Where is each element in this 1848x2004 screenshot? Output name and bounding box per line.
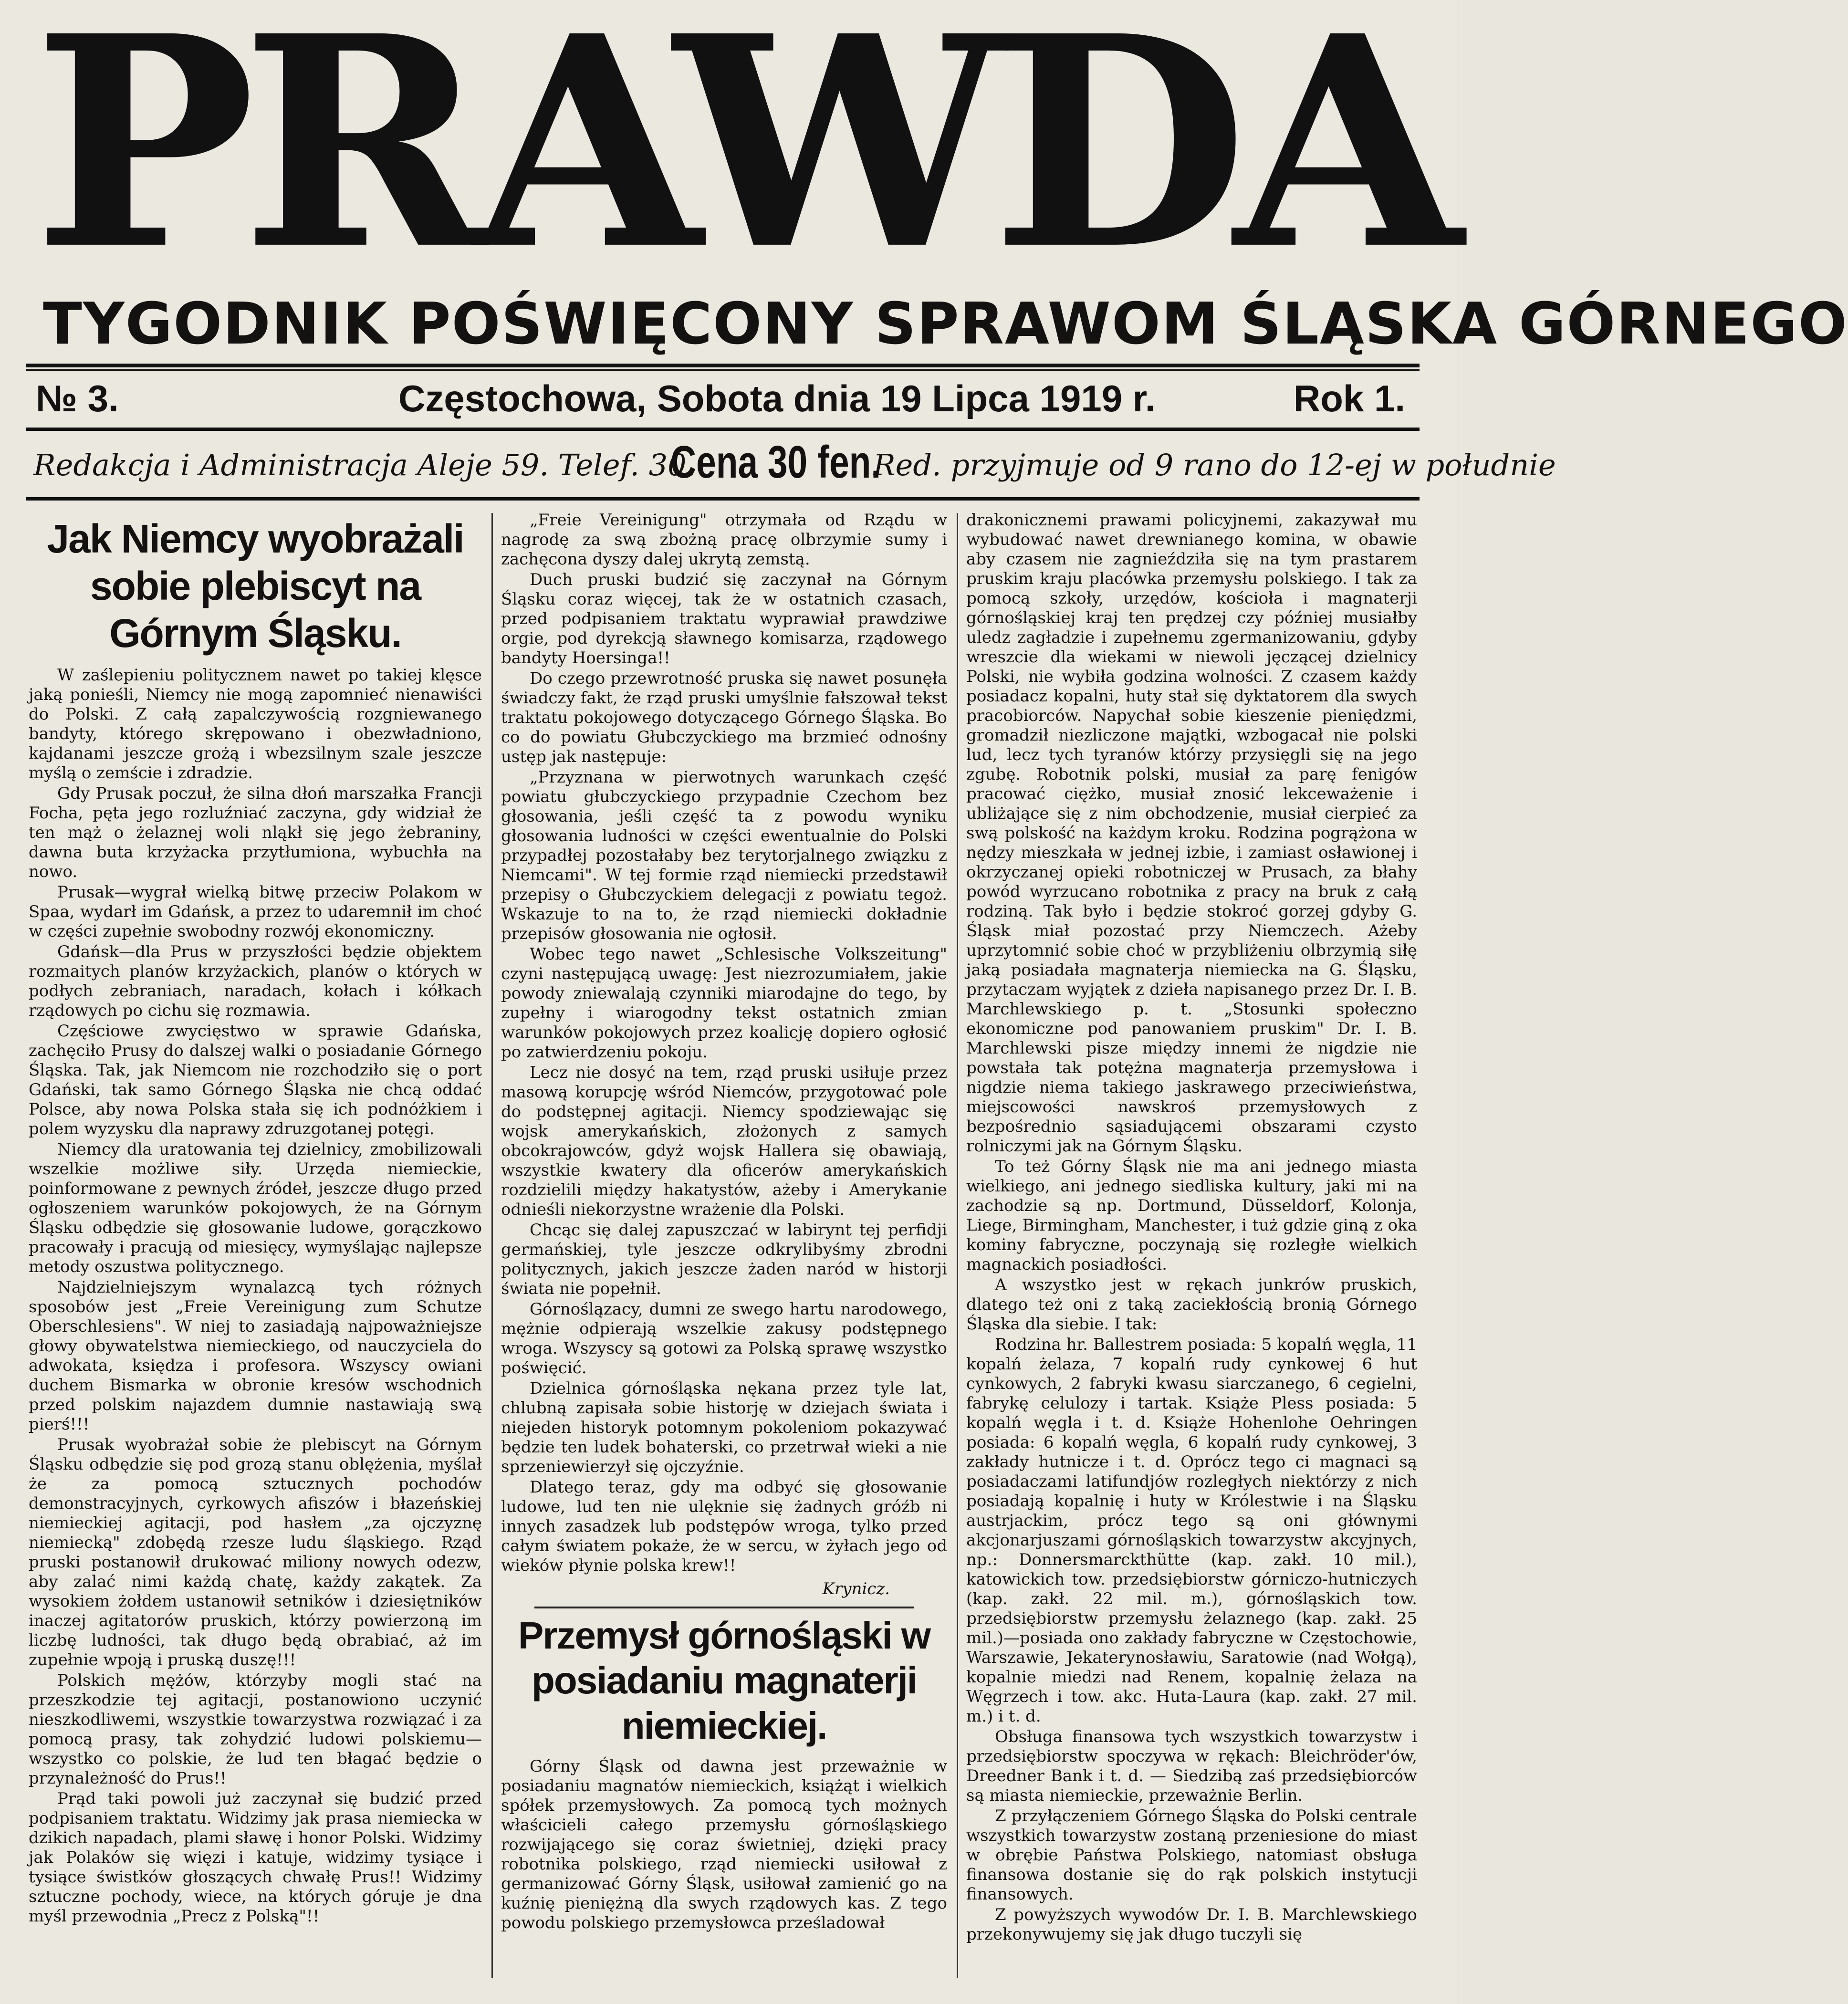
article1-paragraph: Górnoślązacy, dumni ze swego hartu narodowego, mężnie odpierają wszelkie zakusy podstępnego wroga. Wszyscy są gotowi za Polską sprawę wszystko poświęcić. [501, 1300, 947, 1378]
article1-paragraph: Wobec tego nawet „Schlesische Volkszeitung" czyni następującą uwagę: Jest niezrozumiałem, jakie powody zniewalają czynniki miarodajne do tego, by zupełny i wiarogodny tekst ostatnich zmian warunków pokojowych przez koalicję dopiero ogłosić po zatwierdzeniu pokoju. [501, 945, 947, 1062]
article2-paragraph: Górny Śląsk od dawna jest przeważnie w posiadaniu magnatów niemieckich, książąt i wielkich spółek przemysłowych. Za pomocą tych możnych właścicieli całego przemysłu górnośląskiego rozwijającego się coraz świetniej, dzięki pracy robotnika polskiego, rząd niemiecki usiłował z germanizować Górny Śląsk, usiłował zamienić go na kuźnię pieniężną dla swych rządowych kas. Z tego powodu polskiego przemysłowca prześladował [501, 1757, 947, 1933]
article1-paragraph: Niemcy dla uratowania tej dzielnicy, zmobilizowali wszelkie możliwe siły. Urzęda niemieckie, poinformowane z pewnych źródeł, jeszcze długo przed ogłoszeniem warunków pokojowych, że na Górnym Śląsku odbędzie się głosowanie ludowe, gorączkowo pracowały i pracują od miesięcy, wymyślając najlepsze metody oszustwa politycznego. [29, 1140, 482, 1277]
office-hours: Red. przyjmuje od 9 rano do 12-ej w południe [873, 448, 1556, 482]
article1-paragraph: Prusak—wygrał wielką bitwę przeciw Polakom w Spaa, wydarł im Gdańsk, a przez to udaremnił im choć w części zupełnie swobodny rozwój ekonomiczny. [29, 883, 482, 941]
article1-paragraph: Do czego przewrotność pruska się nawet posunęła świadczy fakt, że rząd pruski umyślnie fałszował tekst traktatu pokojowego dotyczącego Górnego Śląska. Bo co do powiatu Głubczyckiego ma brzmieć odnośny ustęp jak następuje: [501, 669, 947, 766]
article2-paragraph: Obsługa finansowa tych wszystkich towarzystw i przedsiębiorstw spoczywa w rękach: Bleichröder'ów, Dreedner Bank i t. d. — Siedzibą zaś przedsiębiorców są miasta niemieckie, przeważnie Berlin. [966, 1727, 1417, 1805]
issue-line [36, 372, 1410, 425]
editorial-address: Redakcja i Administracja Aleje 59. Telef. 30. [33, 448, 696, 482]
issue-price: Cena 30 fen. [670, 437, 881, 488]
column-2 [501, 511, 947, 1980]
editorial-info-line [33, 437, 1556, 494]
issue-number: № 3. [36, 377, 119, 419]
article1-paragraph: Polskich mężów, którzyby mogli stać na przeszkodzie tej agitacji, postanowiono uczynić nieszkodliwemi, wszystkie towarzystwa rozwiązać i za pomocą prasy, tak zohydzić ludowi polskiemu—wszystko co polskie, że lud ten błagać będzie o przynależność do Prus!! [29, 1671, 482, 1788]
bottom-header-rule [26, 497, 1420, 501]
column-3 [966, 511, 1417, 1980]
article1-paragraph: W zaślepieniu politycznem nawet po takiej klęsce jaką ponieśli, Niemcy nie mogą zapomnieć nienawiści do Polski. Z całą zapalczywością rozgniewanego bandyty, którego skrępowano i obezwładniono, kajdanami jeszcze grożą i wbezsilnym szale jeszcze myślą o zemście i zdradzie. [29, 666, 482, 783]
issue-year: Rok 1. [1293, 377, 1405, 419]
article2-paragraph: A wszystko jest w rękach junkrów pruskich, dlatego też oni z taką zaciekłością bronią Górnego Śląska dla siebie. I tak: [966, 1275, 1417, 1334]
column-divider-2 [957, 513, 958, 1978]
column-divider-1 [491, 513, 493, 1978]
article2-paragraph: drakonicznemi prawami policyjnemi, zakazywał mu wybudować nawet drewnianego komina, w obawie aby czasem nie zagnieździła się na tym prastarem pruskim kraju placówka przemysłu polskiego. I tak za pomocą szkoły, urzędów, kościoła i magnaterji górnośląskiej kraj ten prędzej czy później musiałby uledz zagładzie i zupełnemu zgermanizowaniu, gdyby wreszcie dla wiekami w niewoli jęczącej dzielnicy Polski, nie wybiła godzina wolności. Z czasem każdy posiadacz kopalni, huty stał się dyktatorem dla swych pracobiorców. Napychał sobie kieszenie pieniędzmi, gromadził niezliczone majątki, wzbogacał nie polski lud, lecz tych tyranów którzy przysięgli się na jego zgubę. Robotnik polski, musiał za parę fenigów pracować ciężko, musiał znosić lekceważenie i ubliżające się z nim obchodzenie, musiał cierpieć za swą polskość na każdym kroku. Rodzina pogrążona w nędzy mieszkała w jednej izbie, i zamiast osławionej i okrzyczanej opieki robotniczej w Prusach, za błahy powód wyrzucano robotnika z pracy na bruk z całą rodziną. Tak było i będzie stokroć gorzej gdyby G. Śląsk miał pozostać przy Niemczech. Ażeby uprzytomnić sobie choć w przybliżeniu olbrzymią siłę jaką posiadała magnaterja niemiecka na G. Śląsku, przytaczam wyjątek z dzieła napisanego przez Dr. I. B. Marchlewskiego p. t. „Stosunki społeczno ekonomiczne pod panowaniem pruskim" Dr. I. B. Marchlewski pisze między innemi że nigdzie nie powstała tak potężna magnaterja przemysłowa i nigdzie niema takiego jaskrawego przeciwieństwa, miejscowości nawskroś przemysłowych z bezpośrednio sąsiadującemi obszarami czysto rolniczymi jak na Górnym Śląsku. [966, 511, 1417, 1156]
article1-paragraph: Gdańsk—dla Prus w przyszłości będzie objektem rozmaitych planów krzyżackich, planów o których w podłych zebraniach, naradach, kołach i kółkach rządowych po cichu się rozmawia. [29, 942, 482, 1021]
article1-paragraph: Duch pruski budzić się zaczynał na Górnym Śląsku coraz więcej, tak że w ostatnich czasach, przed podpisaniem traktatu wyprawiał prawdziwe orgie, pod dyrekcją sławnego komisarza, rządowego bandyty Hoersinga!! [501, 570, 947, 668]
article1-signature: Krynicz. [822, 1579, 890, 1598]
article1-paragraph: Gdy Prusak poczuł, że silna dłoń marszałka Francji Focha, pęta jego rozluźniać zaczyna, gdy widział że ten mąż o żelaznej woli nląkł się jego żebraniny, dawna buta krzyżacka przytłumiona, wybuchła na nowo. [29, 784, 482, 882]
article-separator [534, 1607, 914, 1608]
article1-paragraph: Prusak wyobrażał sobie że plebiscyt na Górnym Śląsku odbędzie się pod grozą stanu oblężenia, myślał że za pomocą sztucznych pochodów demonstracyjnych, cyrkowych afiszów i błazeńskiej niemieckiej agitacji, pod hasłem „za ojczyznę niemiecką" zdobędą rzesze ludu śląskiego. Rząd pruski postanowił drukować miliony nowych odezw, aby zalać nimi każdą chatę, każdy zakątek. Za wysokiem żołdem ustanowił setników i dziesiętników inaczej agitatorów pruskich, którzy powierzoną im liczbę ludności, tak długo będą obrabiać, aż im zupełnie wpoją i pruską duszę!!! [29, 1435, 482, 1670]
article1-paragraph: Częściowe zwycięstwo w sprawie Gdańska, zachęciło Prusy do dalszej walki o posiadanie Górnego Śląska. Tak, jak Niemcom nie rozchodziło się o port Gdański, tak samo Górnego Śląska nie chcą oddać Polsce, aby nowa Polska stała się ich podnóżkiem i polem wyzysku dla naprawy zdruzgotanej potęgi. [29, 1022, 482, 1139]
article1-paragraph: Dzielnica górnośląska nękana przez tyle lat, chlubną zapisała sobie historję w dziejach świata i niejeden historyk potomnym pokoleniom pokazywać będzie ten ludek bohaterski, co przetrwał wieki a nie sprzeniewierzył się ojczyźnie. [501, 1379, 947, 1476]
article2-paragraph: Z przyłączeniem Górnego Śląska do Polski centrale wszystkich towarzystw zostaną przeniesione do miast w obrębie Państwa Polskiego, natomiast obsługa finansowa dostanie się do rąk polskich instytucji finansowych. [966, 1806, 1417, 1904]
article2-paragraph: Rodzina hr. Ballestrem posiada: 5 kopalń węgla, 11 kopalń żelaza, 7 kopalń rudy cynkowej 6 hut cynkowych, 2 fabryki kwasu siarczanego, 6 cegielni, fabrykę celulozy i tartak. Książe Pless posiada: 5 kopalń węgla i t. d. Książe Hohenlohe Oehringen posiada: 6 kopalń węgla, 6 kopalń rudy cynkowej, 3 zakłady hutnicze i t. d. Oprócz tego ci magnaci są posiadaczami latifundjów rozległych niektórzy z nich posiadają kopalnię i huty w Królestwie i na Śląsku austrjackim, prócz tego są oni głównymi akcjonarjuszami górnośląskich towarzystw akcyjnych, np.: Donnersmarckthütte (kap. zakł. 10 mil.), katowickich tow. przedsiębiorstw górniczo-hutniczych (kap. zakł. 22 mil. m.), górnośląskich tow. przedsiębiorstw przemysłu żelaznego (kap. zakł. 25 mil.)—posiada ono zakłady fabryczne w Częstochowie, Warszawie, Jekaterynosławiu, Saratowie (nad Wołgą), kopalnie miedzi nad Renem, kopalnię żelaza na Węgrzech i tow. akc. Huta-Laura (kap. zakł. 27 mil. m.) i t. d. [966, 1335, 1417, 1726]
article2-headline: Przemysł górnośląski w posiadaniu magnaterji niemieckiej. [518, 1614, 930, 1747]
article2-paragraph: To też Górny Śląsk nie ma ani jednego miasta wielkiego, ani jednego siedliska kultury, jaki mi na zachodzie są np. Dortmund, Düsseldorf, Kolonja, Liege, Birmingham, Manchester, i tuż gdzie giną z oka kominy fabryczne, poczynają się rozległe wielkich magnackich posiadłości. [966, 1157, 1417, 1274]
top-thin-rule [26, 369, 1420, 371]
article1-headline: Jak Niemcy wyobrażali sobie plebiscyt na Górnym Śląsku. [47, 516, 464, 656]
article1-paragraph: Chcąc się dalej zapuszczać w labirynt tej perfidji germańskiej, tyle jeszcze odkrylibyśmy zbrodni politycznych, jakich jeszcze żaden naród w historji świata nie popełnił. [501, 1221, 947, 1298]
article1-paragraph: Prąd taki powoli już zaczynał się budzić przed podpisaniem traktatu. Widzimy jak prasa niemiecka w dzikich napadach, plami sławę i honor Polski. Widzimy jak Polaków się więzi i katuje, widzimy tysiące i tysiące świstków głoszących chwałę Prus!! Widzimy sztuczne pochody, wiece, na których góruje je dna myśl przewodnia „Precz z Polską"!! [29, 1789, 482, 1926]
article1-paragraph: Najdzielniejszym wynalazcą tych różnych sposobów jest „Freie Vereinigung zum Schutze Oberschlesiens". W niej to zasiadają najpoważniejsze głowy obywatelstwa niemieckiego, od nauczyciela do adwokata, księdza i profesora. Wszyscy owiani duchem Bismarka w obronie kresów wschodnich przed polskim najazdem dumnie nastawiają swą pierś!!! [29, 1278, 482, 1434]
masthead-title: PRAWDA [33, 0, 1449, 313]
article1-paragraph: Lecz nie dosyć na tem, rząd pruski usiłuje przez masową korupcję wśród Niemców, przygotować pole do podstępnej agitacji. Niemcy spodziewając się wojsk amerykańskich, złożonych z samych obcokrajowców, gdyż wojsk Hallera się obawiają, wszystkie kwatery dla oficerów amerykańskich rozdzielili między hakatystów, ażeby i Amerykanie odnieśli niekorzystne wrażenie dla Polski. [501, 1063, 947, 1219]
article2-paragraph: Z powyższych wywodów Dr. I. B. Marchlewskiego przekonywujemy się jak długo tuczyli się [966, 1905, 1417, 1944]
issue-date: Częstochowa, Sobota dnia 19 Lipca 1919 r. [398, 377, 1156, 419]
masthead-subtitle: TYGODNIK POŚWIĘCONY SPRAWOM ŚLĄSKA GÓRNEGO [43, 291, 1848, 357]
article1-paragraph: „Freie Vereinigung" otrzymała od Rządu w nagrodę za swą zbożną pracę olbrzymie sumy i zachęcona dyszy dalej ukrytą zemstą. [501, 511, 947, 569]
column-1 [29, 511, 482, 1980]
article1-paragraph: Dlatego teraz, gdy ma odbyć się głosowanie ludowe, lud ten nie ulęknie się żadnych gróźb ni innych zasadzek lub podstępów wroga, tylko przed całym światem pokaże, że w sercu, w żyłach jego od wieków płynie polska krew!! [501, 1478, 947, 1575]
middle-rule [26, 428, 1420, 431]
top-double-rule [26, 364, 1420, 367]
article1-quote: „Przyznana w pierwotnych warunkach część powiatu głubczyckiego przypadnie Czechom bez głosowania, jeśli część ta z powodu wyniku głosowania ludności w części ewentualnie do Polski przypadłej pozostałaby bez terytorjalnego związku z Niemcami". W tej formie rząd niemiecki przedstawił przepisy o Głubczyckiem delegacji z powiatu tegoż. Wskazuje to na to, że rząd niemiecki dokładnie przepisów głosowania nie ogłosił. [501, 768, 947, 943]
